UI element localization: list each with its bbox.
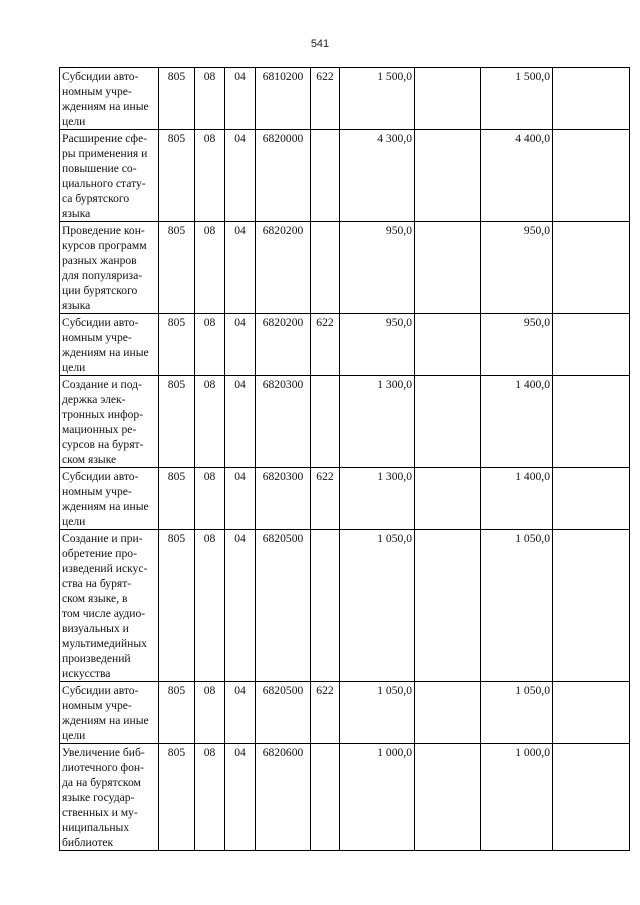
target-article-cell: 6820300 xyxy=(256,468,311,530)
table-row xyxy=(60,376,630,468)
table-row xyxy=(60,314,630,376)
empty-cell xyxy=(415,468,481,530)
amount-year-2-cell: 1 400,0 xyxy=(481,376,553,468)
row-name-cell: Субсидии авто- номным учре- ждениям на иные цели xyxy=(60,68,159,130)
admin-code-cell: 805 xyxy=(159,468,195,530)
empty-cell xyxy=(415,376,481,468)
target-article-cell: 6820300 xyxy=(256,376,311,468)
subsection-code-cell: 04 xyxy=(225,682,256,744)
table-row xyxy=(60,468,630,530)
table-row xyxy=(60,130,630,222)
section-code-cell: 08 xyxy=(195,468,225,530)
amount-year-1-cell: 1 300,0 xyxy=(340,376,415,468)
table-row xyxy=(60,682,630,744)
subsection-code-cell: 04 xyxy=(225,68,256,130)
expense-type-cell: 622 xyxy=(311,682,340,744)
table-row xyxy=(60,744,630,851)
subsection-code-cell: 04 xyxy=(225,222,256,314)
subsection-code-cell: 04 xyxy=(225,744,256,851)
budget-table-body xyxy=(60,68,630,851)
expense-type-cell: 622 xyxy=(311,468,340,530)
section-code-cell: 08 xyxy=(195,68,225,130)
admin-code-cell: 805 xyxy=(159,68,195,130)
admin-code-cell: 805 xyxy=(159,530,195,682)
amount-year-1-cell: 4 300,0 xyxy=(340,130,415,222)
admin-code-cell: 805 xyxy=(159,376,195,468)
section-code-cell: 08 xyxy=(195,222,225,314)
target-article-cell: 6820200 xyxy=(256,222,311,314)
expense-type-cell xyxy=(311,376,340,468)
budget-table xyxy=(59,67,630,851)
subsection-code-cell: 04 xyxy=(225,376,256,468)
amount-year-2-cell: 1 500,0 xyxy=(481,68,553,130)
empty-cell xyxy=(553,376,630,468)
section-code-cell: 08 xyxy=(195,744,225,851)
empty-cell xyxy=(553,468,630,530)
amount-year-2-cell: 1 050,0 xyxy=(481,530,553,682)
subsection-code-cell: 04 xyxy=(225,468,256,530)
expense-type-cell xyxy=(311,744,340,851)
admin-code-cell: 805 xyxy=(159,682,195,744)
row-name-cell: Проведение кон- курсов программ разных жанров для популяриза- ции бурятского языка xyxy=(60,222,159,314)
target-article-cell: 6820500 xyxy=(256,530,311,682)
amount-year-1-cell: 1 300,0 xyxy=(340,468,415,530)
section-code-cell: 08 xyxy=(195,130,225,222)
subsection-code-cell: 04 xyxy=(225,530,256,682)
target-article-cell: 6820600 xyxy=(256,744,311,851)
amount-year-1-cell: 1 000,0 xyxy=(340,744,415,851)
amount-year-1-cell: 1 500,0 xyxy=(340,68,415,130)
empty-cell xyxy=(415,130,481,222)
empty-cell xyxy=(553,744,630,851)
empty-cell xyxy=(415,682,481,744)
target-article-cell: 6810200 xyxy=(256,68,311,130)
amount-year-2-cell: 950,0 xyxy=(481,222,553,314)
amount-year-2-cell: 1 050,0 xyxy=(481,682,553,744)
empty-cell xyxy=(415,314,481,376)
amount-year-2-cell: 1 000,0 xyxy=(481,744,553,851)
row-name-cell: Субсидии авто- номным учре- ждениям на иные цели xyxy=(60,682,159,744)
amount-year-1-cell: 1 050,0 xyxy=(340,530,415,682)
empty-cell xyxy=(553,314,630,376)
target-article-cell: 6820200 xyxy=(256,314,311,376)
empty-cell xyxy=(553,130,630,222)
row-name-cell: Создание и при- обретение про- изведений искус- ства на бурят- ском языке, в том числе аудио- визуальных и мультимедийных произведений искусства xyxy=(60,530,159,682)
section-code-cell: 08 xyxy=(195,530,225,682)
row-name-cell: Создание и под- держка элек- тронных инфор- мационных ре- сурсов на бурят- ском языке xyxy=(60,376,159,468)
row-name-cell: Увеличение биб- лиотечного фон- да на бурятском языке государ- ственных и му- ниципальных библиотек xyxy=(60,744,159,851)
empty-cell xyxy=(553,68,630,130)
amount-year-2-cell: 950,0 xyxy=(481,314,553,376)
table-row xyxy=(60,68,630,130)
amount-year-2-cell: 4 400,0 xyxy=(481,130,553,222)
amount-year-1-cell: 1 050,0 xyxy=(340,682,415,744)
row-name-cell: Субсидии авто- номным учре- ждениям на иные цели xyxy=(60,468,159,530)
empty-cell xyxy=(415,744,481,851)
expense-type-cell: 622 xyxy=(311,68,340,130)
empty-cell xyxy=(415,68,481,130)
subsection-code-cell: 04 xyxy=(225,314,256,376)
table-row xyxy=(60,222,630,314)
page-number: 541 xyxy=(310,38,330,50)
amount-year-1-cell: 950,0 xyxy=(340,314,415,376)
empty-cell xyxy=(415,530,481,682)
amount-year-1-cell: 950,0 xyxy=(340,222,415,314)
section-code-cell: 08 xyxy=(195,376,225,468)
empty-cell xyxy=(553,682,630,744)
admin-code-cell: 805 xyxy=(159,744,195,851)
expense-type-cell xyxy=(311,530,340,682)
target-article-cell: 6820500 xyxy=(256,682,311,744)
target-article-cell: 6820000 xyxy=(256,130,311,222)
admin-code-cell: 805 xyxy=(159,130,195,222)
section-code-cell: 08 xyxy=(195,314,225,376)
section-code-cell: 08 xyxy=(195,682,225,744)
table-row xyxy=(60,530,630,682)
expense-type-cell xyxy=(311,130,340,222)
empty-cell xyxy=(553,530,630,682)
empty-cell xyxy=(553,222,630,314)
expense-type-cell xyxy=(311,222,340,314)
row-name-cell: Расширение сфе- ры применения и повышение со- циального стату- са бурятского языка xyxy=(60,130,159,222)
expense-type-cell: 622 xyxy=(311,314,340,376)
subsection-code-cell: 04 xyxy=(225,130,256,222)
admin-code-cell: 805 xyxy=(159,314,195,376)
empty-cell xyxy=(415,222,481,314)
amount-year-2-cell: 1 400,0 xyxy=(481,468,553,530)
row-name-cell: Субсидии авто- номным учре- ждениям на иные цели xyxy=(60,314,159,376)
admin-code-cell: 805 xyxy=(159,222,195,314)
